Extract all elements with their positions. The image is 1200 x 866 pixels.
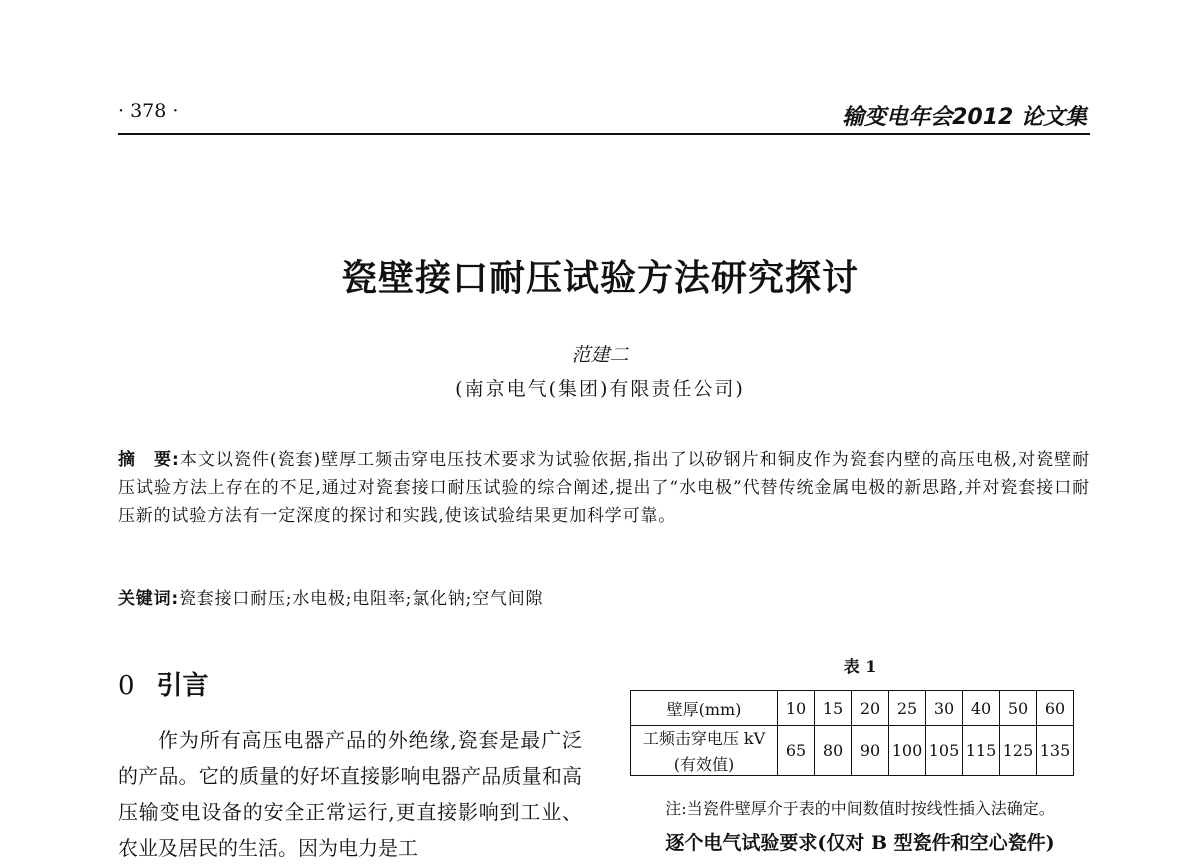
- table-cell: 50: [1000, 691, 1037, 726]
- table-note: 注:当瓷件壁厚介于表的中间数值时按线性插入法确定。: [665, 799, 1055, 818]
- page-number: · 378 ·: [118, 100, 179, 122]
- abstract-label: 摘 要:: [118, 450, 180, 470]
- intro-body: [118, 722, 582, 866]
- table-cell: 20: [852, 691, 889, 726]
- table-cell: 10: [778, 691, 815, 726]
- table-caption: 表 1: [843, 657, 877, 676]
- table-cell: 90: [852, 726, 889, 776]
- journal-name: 输变电年会2012 论文集: [842, 105, 1087, 130]
- keywords-label: 关键词:: [118, 589, 179, 609]
- table-cell: 30: [926, 691, 963, 726]
- table-cell: 100: [889, 726, 926, 776]
- section-number: 0: [118, 671, 135, 701]
- table-cell: 40: [963, 691, 1000, 726]
- abstract-text: 本文以瓷件(瓷套)壁厚工频击穿电压技术要求为试验依据,指出了以矽钢片和铜皮作为瓷套内壁的高压电极,对瓷壁耐压试验方法上存在的不足,通过对瓷套接口耐压试验的综合阐述,提出了“水电极”代替传统金属电极的新思路,并对瓷套接口耐压新的试验方法有一定深度的探讨和实践,使该试验结果更加科学可靠。: [118, 450, 1090, 526]
- section-title: 引言: [156, 671, 209, 701]
- keywords-text: 瓷套接口耐压;水电极;电阻率;氯化钠;空气间隙: [179, 589, 544, 609]
- table-cell: 25: [889, 691, 926, 726]
- table-row-thickness: [631, 691, 1074, 726]
- table-cell: 135: [1037, 726, 1074, 776]
- table-header-thickness: 壁厚(mm): [631, 691, 778, 726]
- intro-paragraph: 作为所有高压电器产品的外绝缘,瓷套是最广泛的产品。它的质量的好坏直接影响电器产品质量和高压输变电设备的安全正常运行,更直接影响到工业、农业及居民的生活。因为电力是工: [118, 728, 582, 860]
- table-cell: 65: [778, 726, 815, 776]
- table-header-voltage: [631, 726, 778, 776]
- abstract: [118, 446, 1090, 530]
- table-header-voltage-line2: (有效值): [673, 755, 735, 774]
- paper-title: 瓷壁接口耐压试验方法研究探讨: [340, 257, 859, 299]
- table-header-voltage-line1: 工频击穿电压 kV: [642, 729, 766, 748]
- table-cell: 115: [963, 726, 1000, 776]
- author: 范建二: [571, 344, 629, 366]
- affiliation: (南京电气(集团)有限责任公司): [455, 378, 745, 400]
- section-heading: [118, 665, 209, 702]
- table-cell: 15: [815, 691, 852, 726]
- table-cell: 105: [926, 726, 963, 776]
- table-cell: 60: [1037, 691, 1074, 726]
- subsection-heading: 逐个电气试验要求(仅对 B 型瓷件和空心瓷件): [665, 832, 1055, 854]
- thickness-voltage-table: [630, 690, 1074, 776]
- table-row-voltage: [631, 726, 1074, 776]
- table-cell: 125: [1000, 726, 1037, 776]
- table-cell: 80: [815, 726, 852, 776]
- keywords: [118, 584, 1090, 609]
- header-rule: [118, 133, 1090, 135]
